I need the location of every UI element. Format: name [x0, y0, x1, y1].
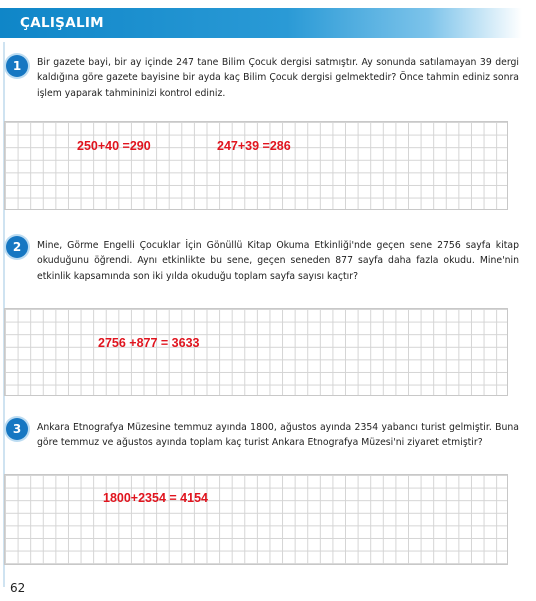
question-3-answer-grid	[4, 474, 508, 565]
question-3-number-badge: 3	[6, 418, 28, 440]
question-2-answer: 2756 +877 = 3633	[98, 336, 200, 350]
page-number: 62	[10, 581, 26, 595]
question-1-number-badge: 1	[6, 55, 28, 77]
question-2-number-badge: 2	[6, 236, 28, 258]
question-3-answer: 1800+2354 = 4154	[103, 491, 208, 505]
question-1-estimate-answer: 250+40 =290	[77, 139, 151, 153]
question-2-answer-grid	[4, 308, 508, 396]
section-title: ÇALIŞALIM	[20, 15, 104, 31]
question-2-text: Mine, Görme Engelli Çocuklar İçin Gönüllü Kitap Okuma Etkinliği'nde geçen sene 2756 sayfa kitap okuduğunu öğrendi. Aynı etkinlikte bu sene, geçen seneden 877 sayfa daha fazla okudu. Mine'nin etkinlik kapsamında son iki yılda okuduğu toplam sayfa sayısı kaçtır?	[37, 240, 519, 282]
question-1-text: Bir gazete bayi, bir ay içinde 247 tane Bilim Çocuk dergisi satmıştır. Ay sonunda satılamayan 39 dergi kaldığına göre gazete bayisine bir ayda kaç Bilim Çocuk dergisi gelmektedir? Önce tahmin ediniz sonra işlem yaparak tahmininizi kontrol ediniz.	[37, 57, 519, 99]
question-1-exact-answer: 247+39 =286	[217, 139, 291, 153]
section-banner	[0, 8, 522, 38]
question-1-answer-grid	[4, 121, 508, 210]
question-3-text: Ankara Etnografya Müzesine temmuz ayında 1800, ağustos ayında 2354 yabancı turist gelmiştir. Buna göre temmuz ve ağustos ayında toplam kaç turist Ankara Etnografya Müzesi'ni ziyaret etmiştir?	[37, 422, 519, 449]
